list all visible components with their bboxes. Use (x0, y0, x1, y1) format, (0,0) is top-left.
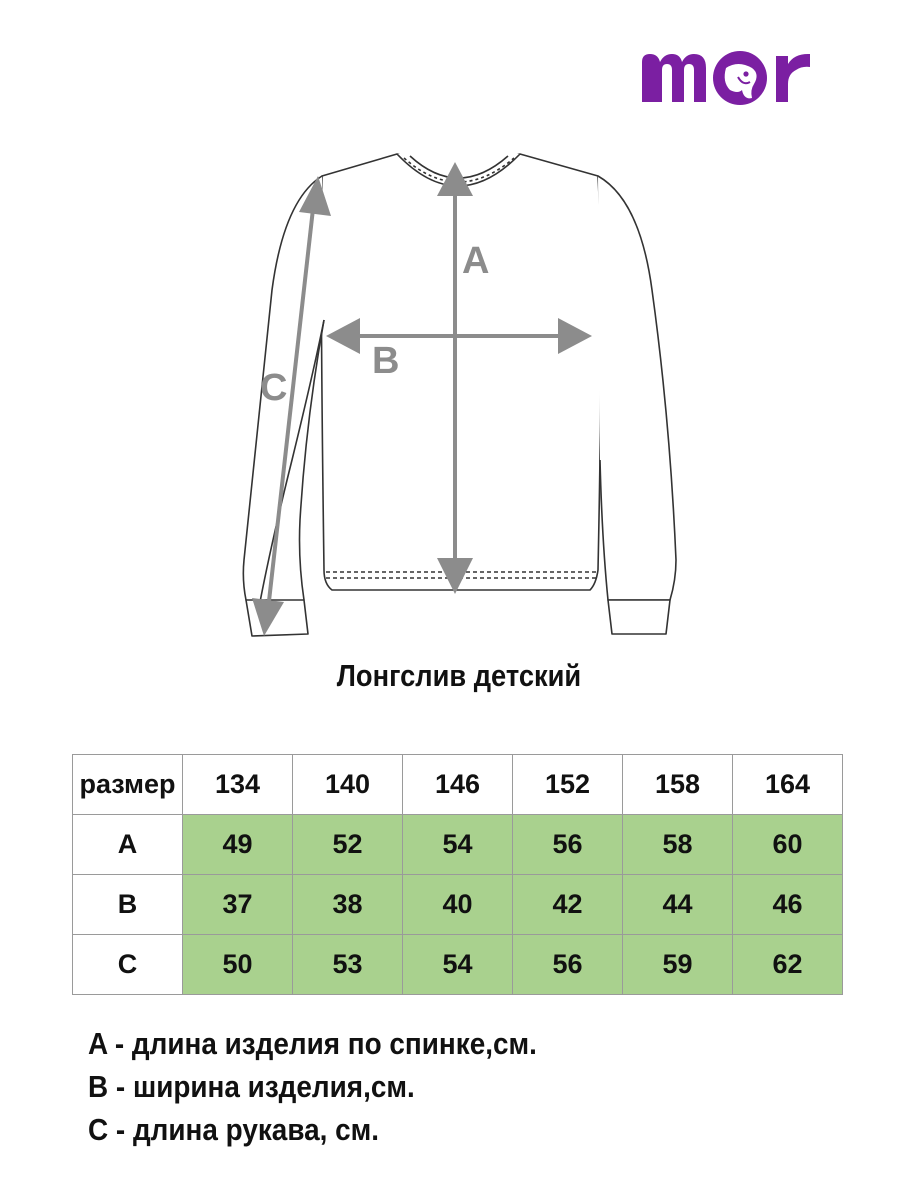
product-title: Лонгслив детский (336, 658, 582, 693)
value-cell: 40 (403, 875, 513, 935)
value-cell: 54 (403, 935, 513, 995)
table-row (73, 935, 843, 995)
value-cell: 58 (623, 815, 733, 875)
row-label: B (73, 875, 183, 935)
size-cell: 134 (183, 755, 293, 815)
value-cell: 53 (293, 935, 403, 995)
logo-letter-r (776, 54, 810, 102)
value-cell: 54 (403, 815, 513, 875)
elephant-icon (713, 51, 767, 105)
value-cell: 44 (623, 875, 733, 935)
table-row (73, 875, 843, 935)
logo-letter-m (642, 54, 706, 102)
table-header-row (73, 755, 843, 815)
row-label: C (73, 935, 183, 995)
size-header-label: размер (73, 755, 183, 815)
value-cell: 42 (513, 875, 623, 935)
legend-item-a: A - длина изделия по спинке,см. (88, 1026, 537, 1061)
value-cell: 52 (293, 815, 403, 875)
row-label: A (73, 815, 183, 875)
legend-item-b: B - ширина изделия,см. (88, 1069, 415, 1104)
arrow-a-label: A (462, 240, 490, 282)
size-cell: 152 (513, 755, 623, 815)
arrow-c-label: C (260, 367, 288, 409)
value-cell: 56 (513, 815, 623, 875)
value-cell: 37 (183, 875, 293, 935)
size-cell: 146 (403, 755, 513, 815)
brand-logo (612, 30, 872, 115)
value-cell: 50 (183, 935, 293, 995)
arrow-b-label: B (372, 340, 400, 382)
longsleeve-diagram (200, 140, 720, 650)
value-cell: 60 (733, 815, 843, 875)
size-cell: 158 (623, 755, 733, 815)
size-cell: 140 (293, 755, 403, 815)
value-cell: 46 (733, 875, 843, 935)
value-cell: 62 (733, 935, 843, 995)
value-cell: 59 (623, 935, 733, 995)
table-row (73, 815, 843, 875)
size-table (72, 754, 843, 995)
value-cell: 49 (183, 815, 293, 875)
value-cell: 56 (513, 935, 623, 995)
measurement-legend (88, 1022, 537, 1151)
legend-item-c: C - длина рукава, см. (88, 1112, 380, 1147)
size-cell: 164 (733, 755, 843, 815)
value-cell: 38 (293, 875, 403, 935)
